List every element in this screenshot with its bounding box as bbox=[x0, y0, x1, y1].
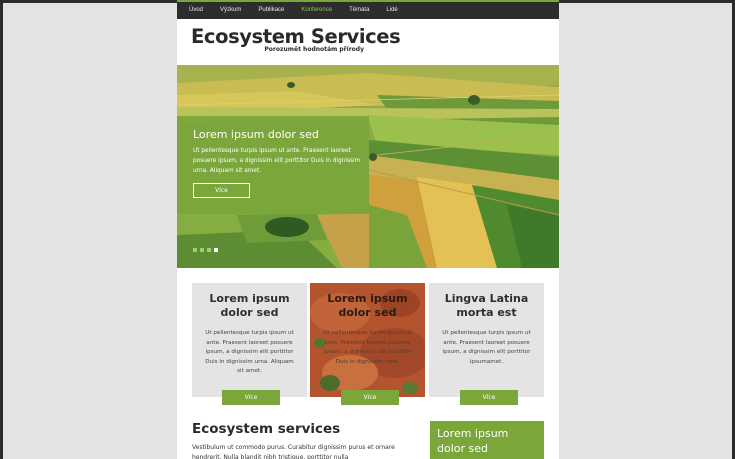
nav-item-uvod[interactable]: Úvod bbox=[189, 7, 204, 13]
card-text: Ut pellentesque turpis ipsum ut ante. Praesent laoreet posuere ipsum, a dignissim elit porttitor ipsumamet. bbox=[442, 330, 531, 365]
card-more-button[interactable]: Více bbox=[341, 390, 399, 405]
hero-more-button[interactable]: Více bbox=[193, 183, 250, 198]
sidebar-heading: Lorem ipsum dolor sed bbox=[437, 427, 509, 455]
page bbox=[177, 0, 559, 459]
section-text: Vestibulum ut commodo purus. Curabitur dignissim purus et ornare hendrerit. Nulla blandit nibh tristique, porttitor nulla bbox=[192, 444, 395, 459]
top-navigation bbox=[177, 0, 559, 19]
hero-caption-panel bbox=[177, 116, 369, 214]
slider-dots bbox=[193, 248, 218, 252]
card-text: Ut pellentesque turpis ipsum ut ante. Praesent laoreet posuere ipsum, a dignissim elit porttitor Duis in dignissim urna. Aliquam sit amet. bbox=[205, 330, 294, 374]
nav-item-konference[interactable]: Konference bbox=[301, 7, 333, 13]
site-tagline: Porozumět hodnotám přírody bbox=[264, 46, 364, 53]
hero-heading: Lorem ipsum dolor sed bbox=[193, 128, 319, 141]
nav-item-temata[interactable]: Témata bbox=[349, 7, 370, 13]
card-more-button[interactable]: Více bbox=[222, 390, 280, 405]
hero-text: Ut pellentesque turpis ipsum ut ante. Praesent laoreet posuere ipsum, a dignissim elit porttitor Duis in dignissim urna. Aliquam sit amet. bbox=[193, 148, 361, 174]
feature-card-3 bbox=[429, 283, 544, 397]
nav-item-lide[interactable]: Lidé bbox=[386, 7, 398, 13]
nav-item-publikace[interactable]: Publikace bbox=[258, 7, 285, 13]
card-text: Ut pellentesque turpis ipsum ut ante. Praesent laoreet posuere ipsum, a dignissim elit porttitor Duis in dignissim urna. bbox=[323, 330, 412, 365]
section-title: Ecosystem services bbox=[192, 421, 341, 437]
slider-dot[interactable] bbox=[207, 248, 211, 252]
card-title: Lingva Latina morta est bbox=[444, 292, 529, 319]
card-title: Lorem ipsum dolor sed bbox=[209, 292, 290, 319]
nav-item-vyzkum[interactable]: Výzkum bbox=[220, 7, 242, 13]
card-more-button[interactable]: Více bbox=[460, 390, 518, 405]
slider-dot[interactable] bbox=[200, 248, 204, 252]
site-title[interactable]: Ecosystem Services bbox=[191, 25, 401, 48]
sidebar-box bbox=[430, 421, 544, 459]
feature-card-2 bbox=[310, 283, 425, 397]
slider-dot[interactable] bbox=[193, 248, 197, 252]
card-title: Lorem ipsum dolor sed bbox=[327, 292, 408, 319]
slider-dot-active[interactable] bbox=[214, 248, 218, 252]
hero-slider bbox=[177, 65, 559, 268]
feature-card-1 bbox=[192, 283, 307, 397]
